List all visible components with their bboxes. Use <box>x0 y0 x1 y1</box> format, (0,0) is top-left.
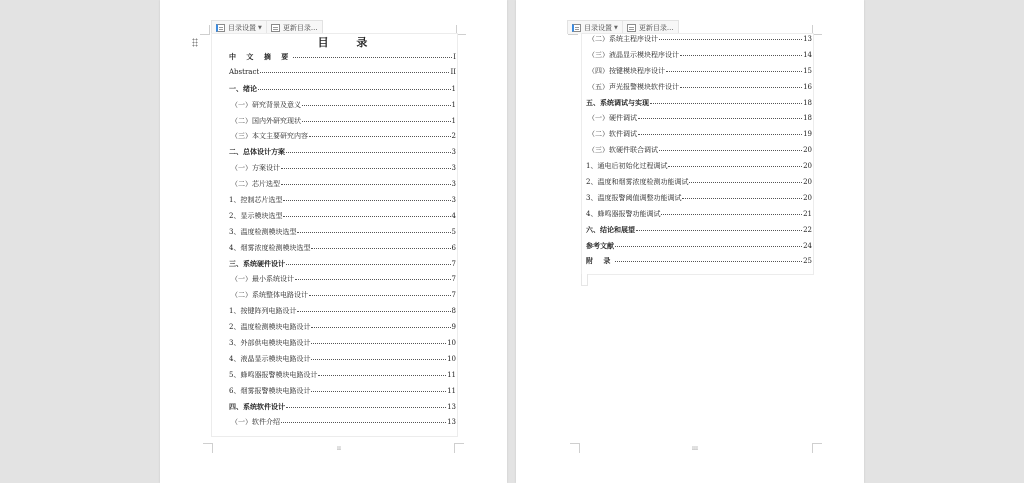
toc-settings-label: 目录设置 <box>228 23 256 32</box>
document-page-1 <box>160 0 507 483</box>
toc-entry-page: 24 <box>803 241 812 250</box>
toc-entry[interactable] <box>229 84 456 100</box>
toc-entry-label: 1、按键阵列电路设计 <box>229 307 297 316</box>
toc-entry-page: 1 <box>451 100 456 109</box>
toc-leader-dots <box>668 162 802 167</box>
toc-entry-label: （一）最小系统设计 <box>231 275 294 284</box>
toc-leader-dots <box>283 212 450 217</box>
toc-entry[interactable] <box>229 274 456 290</box>
toc-entry[interactable] <box>586 161 812 177</box>
toc-leader-dots <box>309 132 451 137</box>
toc-entry-label: 四、系统软件设计 <box>229 402 285 411</box>
toc-entry[interactable] <box>229 179 456 195</box>
toc-leader-dots <box>650 99 802 104</box>
toc-leader-dots <box>302 117 451 122</box>
toc-entry-label: 六、结论和展望 <box>586 225 635 234</box>
margin-corner-mark <box>812 443 822 453</box>
toc-entry-page: 1 <box>451 84 456 93</box>
toc-leader-dots <box>680 83 802 88</box>
toc-entry-page: 22 <box>803 225 812 234</box>
toc-leader-dots <box>293 53 452 58</box>
toc-leader-dots <box>281 180 451 185</box>
toc-entry[interactable] <box>586 145 812 161</box>
toc-entry-label: 三、系统硬件设计 <box>229 259 285 268</box>
toc-entry-label: 2、温度检测模块电路设计 <box>229 323 311 332</box>
toc-settings-icon <box>216 24 225 32</box>
toc-entry-label: 五、系统调试与实现 <box>586 98 649 107</box>
toc-leader-dots <box>295 275 451 280</box>
toc-leader-dots <box>638 114 802 119</box>
toc-entry-page: 1 <box>451 116 456 125</box>
toc-leader-dots <box>283 196 450 201</box>
toc-list <box>586 34 812 272</box>
toc-entry-page: 13 <box>447 402 456 411</box>
toc-entry-label: （一）研究背景及意义 <box>231 100 301 109</box>
toc-leader-dots <box>311 355 446 360</box>
update-toc-icon <box>627 24 636 32</box>
toc-entry[interactable] <box>229 68 456 84</box>
toc-entry-page: 13 <box>803 35 812 43</box>
page-number: II <box>337 446 341 452</box>
toc-entry-label: （二）系统主程序设计 <box>588 35 658 43</box>
toc-entry-page: 21 <box>803 209 812 218</box>
toc-entry-page: 3 <box>451 164 456 173</box>
toc-leader-dots <box>318 371 446 376</box>
toc-entry-page: 5 <box>451 227 456 236</box>
toc-entry[interactable] <box>586 129 812 145</box>
toc-entry[interactable] <box>229 354 456 370</box>
toc-entry-page: 19 <box>803 130 812 139</box>
toc-leader-dots <box>311 387 446 392</box>
toc-entry-page: 7 <box>451 259 456 268</box>
toc-entry-page: 20 <box>803 178 812 187</box>
toc-entry-label: （四）按键模块程序设计 <box>588 66 665 75</box>
toc-entry-page: 10 <box>447 354 456 363</box>
toc-entry[interactable] <box>229 322 456 338</box>
toc-entry[interactable] <box>229 163 456 179</box>
toc-settings-icon <box>572 24 581 32</box>
toc-entry-page: 7 <box>451 275 456 284</box>
toc-entry[interactable] <box>586 209 812 225</box>
toc-entry-page: 20 <box>803 162 812 171</box>
toc-list <box>229 52 456 433</box>
toc-leader-dots <box>615 257 802 262</box>
toc-entry-page: 25 <box>803 257 812 266</box>
toc-entry[interactable] <box>586 225 812 241</box>
toc-entry-page: 20 <box>803 146 812 155</box>
margin-corner-mark <box>454 443 464 453</box>
toc-entry[interactable] <box>586 177 812 193</box>
toc-entry-label: 参考文献 <box>586 241 614 250</box>
toc-leader-dots <box>297 307 450 312</box>
toc-title: 目 录 <box>317 36 380 49</box>
toc-leader-dots <box>286 403 446 408</box>
toc-leader-dots <box>659 35 802 40</box>
toc-entry-label: Abstract <box>229 67 260 76</box>
toc-leader-dots <box>281 164 451 169</box>
toc-leader-dots <box>666 67 802 72</box>
toc-leader-dots <box>636 226 802 231</box>
update-toc-icon <box>271 24 280 32</box>
toc-entry-page: 4 <box>451 211 456 220</box>
toc-entry-label: （五）声光报警模块软件设计 <box>588 82 679 91</box>
toc-entry[interactable] <box>229 52 456 68</box>
toc-entry-label: 3、温度检测模块选型 <box>229 227 297 236</box>
toc-leader-dots <box>286 148 451 153</box>
toc-entry-page: 15 <box>803 66 812 75</box>
toc-entry-page: 2 <box>451 132 456 141</box>
toc-leader-dots <box>260 68 449 73</box>
toc-entry-page: 8 <box>451 307 456 316</box>
toc-entry-page: II <box>450 67 456 76</box>
toc-entry-page: 7 <box>451 291 456 300</box>
toc-entry[interactable] <box>229 227 456 243</box>
toc-entry-label: 1、通电后初始化过程调试 <box>586 162 668 171</box>
toc-entry[interactable] <box>229 195 456 211</box>
toc-entry[interactable] <box>229 402 456 418</box>
toc-entry-label: （二）国内外研究现状 <box>231 116 301 125</box>
content-control-stub <box>581 274 588 286</box>
toc-entry-label: （一）方案设计 <box>231 164 280 173</box>
toc-entry[interactable] <box>586 34 812 50</box>
toc-leader-dots <box>311 323 450 328</box>
toc-leader-dots <box>286 260 451 265</box>
toc-leader-dots <box>311 339 446 344</box>
toc-content-control[interactable] <box>581 33 814 275</box>
toc-entry-page: 10 <box>447 339 456 348</box>
update-toc-label: 更新目录... <box>638 23 674 32</box>
toc-leader-dots <box>638 130 802 135</box>
toc-leader-dots <box>682 194 802 199</box>
page-number: III <box>692 446 698 452</box>
toc-entry[interactable] <box>229 417 456 433</box>
toc-entry-label: （三）软硬件联合调试 <box>588 146 658 155</box>
toc-leader-dots <box>689 178 802 183</box>
toc-entry[interactable] <box>229 211 456 227</box>
toc-toolbar <box>211 20 323 34</box>
toc-entry-label: 3、外部供电模块电路设计 <box>229 339 311 348</box>
toc-entry-label: 二、总体设计方案 <box>229 148 285 157</box>
toc-entry-page: 16 <box>803 82 812 91</box>
toc-leader-dots <box>302 101 451 106</box>
toc-leader-dots <box>281 418 446 423</box>
toc-entry[interactable] <box>229 131 456 147</box>
toc-entry-label: （一）软件介绍 <box>231 418 280 427</box>
toc-entry-label: （二）芯片选型 <box>231 180 280 189</box>
toc-entry[interactable] <box>229 386 456 402</box>
toc-entry-label: 4、蜂鸣器报警功能调试 <box>586 209 661 218</box>
chevron-down-icon: ▼ <box>614 24 618 31</box>
toc-entry-page: 6 <box>451 243 456 252</box>
toc-entry[interactable] <box>229 259 456 275</box>
toc-entry-label: 2、温度和烟雾浓度检测功能调试 <box>586 178 689 187</box>
document-page-2 <box>516 0 864 483</box>
toc-entry[interactable] <box>586 98 812 114</box>
toc-content-control[interactable] <box>211 33 458 437</box>
toc-entry[interactable] <box>586 241 812 257</box>
toc-entry[interactable] <box>229 100 456 116</box>
toc-leader-dots <box>311 244 450 249</box>
drag-handle-icon[interactable] <box>192 38 198 47</box>
toc-entry[interactable] <box>586 113 812 129</box>
toc-entry-page: 3 <box>451 196 456 205</box>
toc-entry[interactable] <box>229 116 456 132</box>
toc-entry-page: 13 <box>447 418 456 427</box>
toc-entry-label: （三）本文主要研究内容 <box>231 132 308 141</box>
toc-entry-page: 11 <box>447 386 456 395</box>
toc-entry-page: 9 <box>451 323 456 332</box>
toc-entry[interactable] <box>229 243 456 259</box>
toc-entry[interactable] <box>586 256 812 272</box>
toc-entry-page: I <box>453 53 456 61</box>
toc-entry-label: （一）硬件调试 <box>588 114 637 123</box>
toc-entry-label: 2、显示模块选型 <box>229 211 283 220</box>
toc-entry[interactable] <box>586 66 812 82</box>
toc-entry[interactable] <box>229 338 456 354</box>
toc-entry-page: 18 <box>803 98 812 107</box>
toc-leader-dots <box>258 85 451 90</box>
toc-entry-label: 一、绪论 <box>229 84 257 93</box>
toc-entry-label: 1、控制芯片选型 <box>229 196 283 205</box>
toc-entry[interactable] <box>229 290 456 306</box>
toc-leader-dots <box>659 146 802 151</box>
toc-entry[interactable] <box>229 306 456 322</box>
toc-entry-page: 14 <box>803 50 812 59</box>
toc-entry-page: 3 <box>451 180 456 189</box>
toc-entry-label: 附 录 <box>586 257 615 266</box>
toc-entry-label: 5、蜂鸣器报警模块电路设计 <box>229 370 318 379</box>
margin-corner-mark <box>570 443 580 453</box>
toc-entry[interactable] <box>586 193 812 209</box>
toc-entry-label: 4、液晶显示模块电路设计 <box>229 354 311 363</box>
toc-leader-dots <box>309 291 451 296</box>
toc-entry-label: 4、烟雾浓度检测模块选型 <box>229 243 311 252</box>
toc-entry[interactable] <box>229 147 456 163</box>
toc-entry-label: （三）液晶显示模块程序设计 <box>588 50 679 59</box>
toc-entry-page: 20 <box>803 193 812 202</box>
toc-settings-label: 目录设置 <box>584 23 612 32</box>
toc-entry-label: 中 文 摘 要 <box>229 53 293 61</box>
toc-entry-label: （二）系统整体电路设计 <box>231 291 308 300</box>
margin-corner-mark <box>200 25 210 35</box>
toc-leader-dots <box>680 51 802 56</box>
toc-entry[interactable] <box>586 50 812 66</box>
toc-leader-dots <box>661 210 802 215</box>
toc-entry[interactable] <box>586 82 812 98</box>
update-toc-label: 更新目录... <box>282 23 318 32</box>
toc-entry-label: 3、温度报警阈值调整功能调试 <box>586 193 682 202</box>
margin-corner-mark <box>203 443 213 453</box>
chevron-down-icon: ▼ <box>258 24 262 31</box>
toc-leader-dots <box>297 228 450 233</box>
toc-toolbar <box>567 20 679 34</box>
toc-entry-page: 11 <box>447 370 456 379</box>
toc-entry-page: 3 <box>451 148 456 157</box>
toc-entry-label: 6、烟雾报警模块电路设计 <box>229 386 311 395</box>
toc-leader-dots <box>615 242 802 247</box>
toc-entry-label: （二）软件调试 <box>588 130 637 139</box>
toc-entry-page: 18 <box>803 114 812 123</box>
toc-entry[interactable] <box>229 370 456 386</box>
